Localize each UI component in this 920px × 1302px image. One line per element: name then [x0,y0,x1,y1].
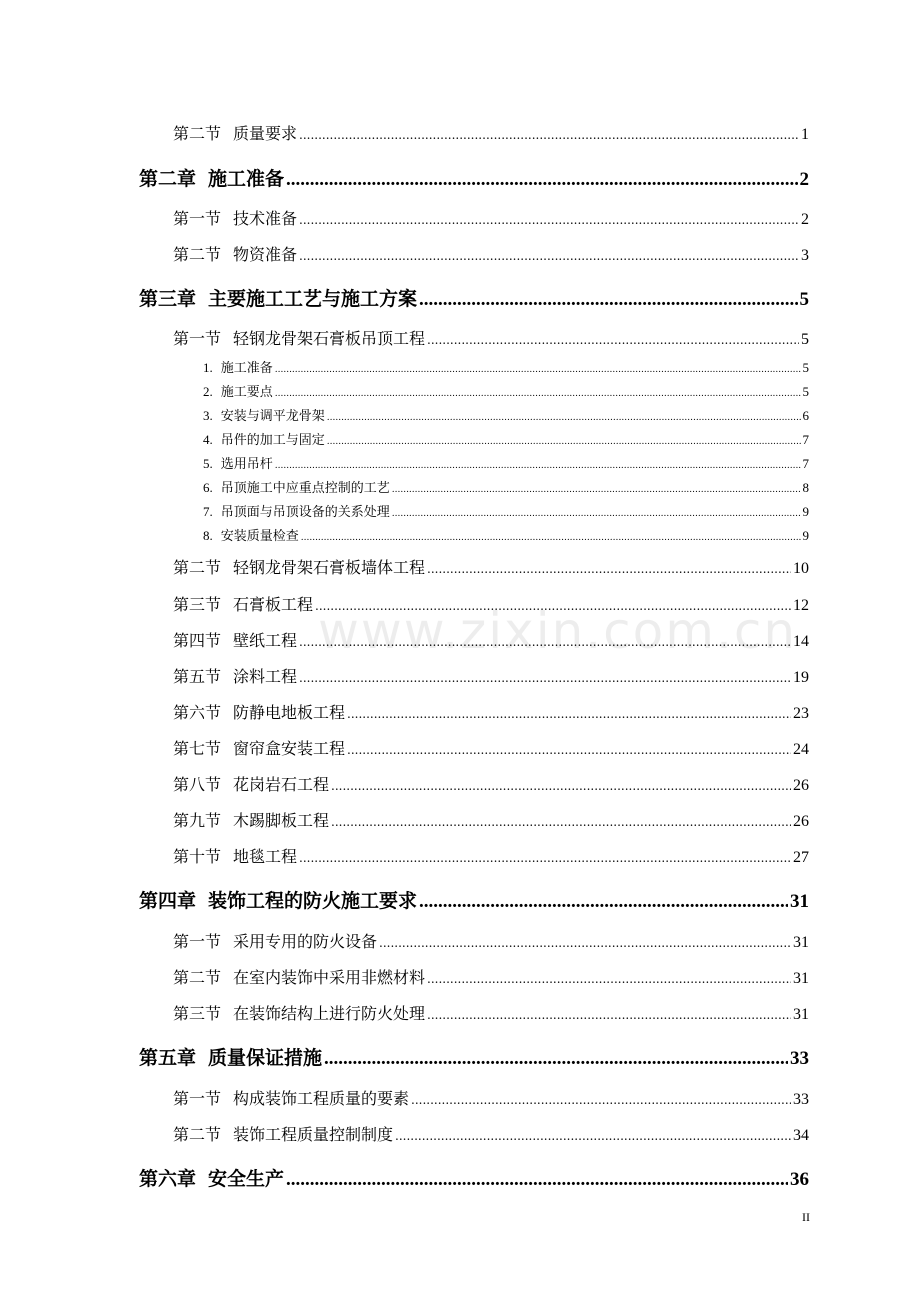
toc-entry-number: 第一节 [173,1089,222,1108]
toc-entry-page-number: 26 [793,777,809,794]
toc-entry-number: 第九节 [173,811,222,830]
toc-dot-leader [315,599,791,613]
toc-entry-number: 第一节 [173,329,222,348]
toc-entry-title: 在装饰结构上进行防火处理 [233,1004,426,1023]
toc-section-entry[interactable] [173,1001,809,1024]
toc-entry-page-number: 8 [802,480,809,495]
toc-entry-page-number: 12 [793,597,809,614]
toc-item-entry[interactable] [203,357,809,376]
page-footer-number: II [802,1210,810,1224]
toc-dot-leader [347,743,791,757]
toc-dot-leader [299,635,791,649]
toc-entry-title: 施工准备 [208,168,285,190]
toc-dot-leader [299,249,799,263]
toc-section-entry[interactable] [173,1122,809,1145]
toc-entry-title: 质量要求 [233,124,298,143]
toc-dot-leader [275,461,801,471]
toc-entry-title: 装饰工程质量控制制度 [233,1125,394,1144]
toc-entry-number: 第二节 [173,245,222,264]
toc-entry-title: 轻钢龙骨架石膏板墙体工程 [233,558,426,577]
toc-entry-page-number: 14 [793,633,809,650]
toc-entry-number: 第二节 [173,968,222,987]
toc-entry-title: 轻钢龙骨架石膏板吊顶工程 [233,329,426,348]
toc-entry-title: 采用专用的防火设备 [233,932,378,951]
toc-entry-number: 5. [203,456,213,471]
toc-entry-page-number: 27 [793,849,809,866]
toc-entry-title: 主要施工工艺与施工方案 [208,288,418,310]
toc-entry-title: 防静电地板工程 [233,703,346,722]
toc-entry-number: 第二节 [173,558,222,577]
toc-entry-page-number: 31 [793,934,809,951]
toc-entry-page-number: 24 [793,741,809,758]
toc-entry-title: 石膏板工程 [233,595,314,614]
toc-entry-number: 第二节 [173,124,222,143]
toc-section-entry[interactable] [173,121,809,144]
watermark: www.zixin.com.cn [318,602,798,660]
toc-entry-page-number: 31 [793,970,809,987]
toc-entry-number: 第一节 [173,932,222,951]
toc-item-entry[interactable] [203,453,809,472]
toc-entry-page-number: 7 [802,456,809,471]
toc-dot-leader [419,289,797,311]
toc-dot-leader [427,972,791,986]
toc-chapter-entry[interactable] [139,1164,809,1191]
toc-dot-leader [427,562,791,576]
toc-section-entry[interactable] [173,736,809,759]
toc-item-entry[interactable] [203,501,809,520]
toc-entry-title: 装饰工程的防火施工要求 [208,890,418,912]
toc-chapter-entry[interactable] [139,886,809,913]
toc-entry-page-number: 5 [802,384,809,399]
toc-entry-title: 构成装饰工程质量的要素 [233,1089,410,1108]
toc-dot-leader [286,1169,788,1191]
toc-item-entry[interactable] [203,429,809,448]
toc-entry-number: 第四章 [139,890,197,912]
toc-entry-title: 地毯工程 [233,847,298,866]
toc-section-entry[interactable] [173,808,809,831]
toc-entry-number: 第二节 [173,1125,222,1144]
toc-dot-leader [299,213,799,227]
toc-entry-number: 8. [203,528,213,543]
toc-entry-title: 技术准备 [233,209,298,228]
toc-entry-title: 安全生产 [208,1168,285,1190]
toc-entry-page-number: 1 [801,126,809,143]
toc-entry-number: 第六章 [139,1168,197,1190]
toc-entry-title: 质量保证措施 [208,1047,323,1069]
toc-dot-leader [392,509,801,519]
toc-entry-number: 第三节 [173,595,222,614]
toc-entry-page-number: 2 [801,211,809,228]
toc-entry-title: 选用吊杆 [220,457,273,472]
toc-section-entry[interactable] [173,700,809,723]
toc-entry-number: 1. [203,360,213,375]
toc-dot-leader [324,1048,788,1070]
toc-entry-page-number: 5 [802,360,809,375]
toc-entry-title: 安装质量检查 [220,529,299,544]
toc-dot-leader [299,851,791,865]
toc-entry-title: 吊件的加工与固定 [220,433,325,448]
toc-dot-leader [301,533,801,543]
toc-dot-leader [427,1008,791,1022]
toc-section-entry[interactable] [173,326,809,349]
toc-entry-title: 施工准备 [220,361,273,376]
toc-entry-number: 第八节 [173,775,222,794]
toc-chapter-entry[interactable] [139,284,809,311]
toc-dot-leader [419,891,788,913]
toc-section-entry[interactable] [173,929,809,952]
toc-entry-page-number: 6 [802,408,809,423]
toc-entry-title: 物资准备 [233,245,298,264]
toc-entry-page-number: 7 [802,432,809,447]
toc-entry-title: 吊顶施工中应重点控制的工艺 [220,481,390,496]
toc-dot-leader [275,389,801,399]
toc-dot-leader [331,815,791,829]
toc-dot-leader [347,707,791,721]
toc-entry-title: 施工要点 [220,385,273,400]
toc-dot-leader [299,128,799,142]
toc-entry-number: 6. [203,480,213,495]
toc-section-entry[interactable] [173,242,809,265]
toc-section-entry[interactable] [173,628,809,651]
toc-chapter-entry[interactable] [139,164,809,191]
toc-entry-page-number: 33 [790,1048,809,1069]
toc-dot-leader [299,671,791,685]
toc-section-entry[interactable] [173,772,809,795]
toc-entry-title: 木踢脚板工程 [233,811,330,830]
toc-entry-number: 2. [203,384,213,399]
toc-entry-number: 3. [203,408,213,423]
toc-item-entry[interactable] [203,405,809,424]
toc-dot-leader [286,169,797,191]
toc-entry-page-number: 5 [801,331,809,348]
toc-entry-number: 第五章 [139,1047,197,1069]
toc-section-entry[interactable] [173,592,809,615]
toc-dot-leader [427,333,799,347]
toc-dot-leader [411,1093,791,1107]
toc-entry-title: 在室内装饰中采用非燃材料 [233,968,426,987]
toc-entry-page-number: 33 [793,1091,809,1108]
toc-entry-page-number: 31 [790,891,809,912]
toc-entry-page-number: 3 [801,247,809,264]
toc-item-entry[interactable] [203,525,809,544]
toc-chapter-entry[interactable] [139,1043,809,1070]
toc-entry-number: 第三章 [139,288,197,310]
toc-section-entry[interactable] [173,664,809,687]
toc-dot-leader [379,936,791,950]
toc-dot-leader [275,365,801,375]
toc-entry-title: 吊顶面与吊顶设备的关系处理 [220,505,390,520]
toc-section-entry[interactable] [173,206,809,229]
toc-section-entry[interactable] [173,844,809,867]
toc-dot-leader [395,1129,791,1143]
toc-entry-number: 第十节 [173,847,222,866]
toc-entry-page-number: 34 [793,1127,809,1144]
toc-entry-page-number: 5 [799,289,809,310]
toc-section-entry[interactable] [173,965,809,988]
toc-entry-title: 涂料工程 [233,667,298,686]
toc-entry-page-number: 23 [793,705,809,722]
toc-entry-page-number: 2 [799,169,809,190]
toc-section-entry[interactable] [173,555,809,578]
toc-entry-page-number: 9 [802,528,809,543]
toc-entry-title: 窗帘盒安装工程 [233,739,346,758]
toc-entry-title: 安装与调平龙骨架 [220,409,325,424]
toc-item-entry[interactable] [203,477,809,496]
toc-entry-number: 7. [203,504,213,519]
toc-dot-leader [327,437,801,447]
toc-entry-number: 第一节 [173,209,222,228]
toc-entry-title: 花岗岩石工程 [233,775,330,794]
toc-entry-number: 第七节 [173,739,222,758]
toc-entry-page-number: 9 [802,504,809,519]
toc-entry-title: 壁纸工程 [233,631,298,650]
toc-dot-leader [331,779,791,793]
toc-entry-page-number: 26 [793,813,809,830]
toc-dot-leader [327,413,801,423]
toc-entry-number: 第四节 [173,631,222,650]
toc-entry-number: 第五节 [173,667,222,686]
toc-entry-number: 第二章 [139,168,197,190]
toc-entry-page-number: 31 [793,1006,809,1023]
toc-entry-page-number: 36 [790,1169,809,1190]
toc-item-entry[interactable] [203,381,809,400]
toc-entry-page-number: 19 [793,669,809,686]
toc-dot-leader [392,485,801,495]
toc-section-entry[interactable] [173,1086,809,1109]
toc-entry-number: 4. [203,432,213,447]
toc-entry-page-number: 10 [793,560,809,577]
toc-entry-number: 第六节 [173,703,222,722]
toc-entry-number: 第三节 [173,1004,222,1023]
